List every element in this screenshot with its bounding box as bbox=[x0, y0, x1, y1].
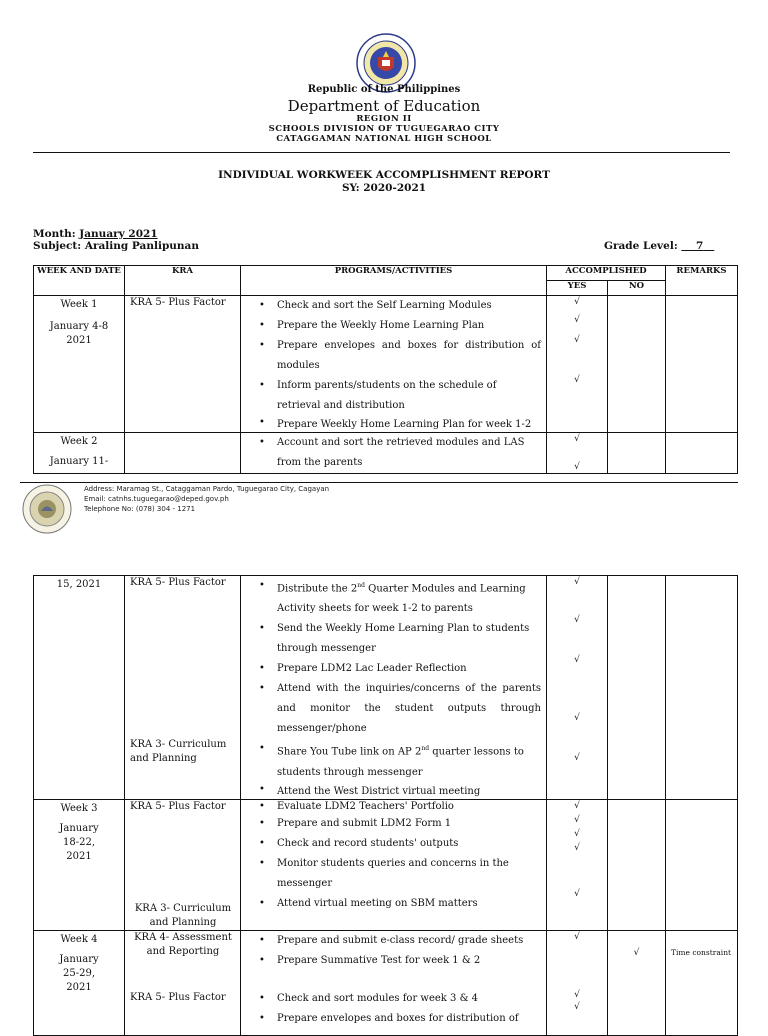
list-item: • Attend with the inquiries/concerns of the parents and monitor the student outputs through messenger/phone bbox=[241, 679, 546, 739]
list-item: • Send the Weekly Home Learning Plan to students through messenger bbox=[241, 619, 546, 659]
week4-no: √ bbox=[608, 930, 666, 1035]
list-item: • Distribute the 2nd Quarter Modules and Learning Activity sheets for week 1-2 to parents bbox=[241, 576, 546, 619]
list-item: • Prepare the Weekly Home Learning Plan bbox=[241, 316, 546, 336]
week2-no bbox=[608, 433, 666, 474]
col-week-date: WEEK AND DATE bbox=[34, 266, 125, 296]
week2-cont-no bbox=[608, 576, 666, 800]
week3-activities bbox=[241, 799, 547, 930]
week2-cont-remarks bbox=[666, 576, 738, 800]
col-programs: PROGRAMS/ACTIVITIES bbox=[241, 266, 547, 296]
list-item: • Prepare LDM2 Lac Leader Reflection bbox=[241, 659, 546, 679]
week1-activities bbox=[241, 296, 547, 433]
week3-yes: √ √ √ √ √ bbox=[547, 799, 608, 930]
school-seal-logo bbox=[22, 484, 72, 534]
week2-cont-activities bbox=[241, 576, 547, 800]
week2-cell: Week 2 January 11- bbox=[34, 433, 125, 474]
footer-address: Address: Maramag St., Cataggaman Pardo, Tuguegarao City, Cagayan bbox=[84, 485, 330, 493]
accomplishment-table-page1 bbox=[33, 265, 738, 474]
week2-activities bbox=[241, 433, 547, 474]
month-label: Month: bbox=[33, 228, 76, 240]
week3-no bbox=[608, 799, 666, 930]
week1-cell: Week 1 January 4-8 2021 bbox=[34, 296, 125, 433]
division-line: SCHOOLS DIVISION OF TUGUEGARAO CITY bbox=[268, 124, 500, 134]
week3-cell: Week 3 January 18-22, 2021 bbox=[34, 799, 125, 930]
subject-row bbox=[33, 240, 199, 252]
list-item: • Attend the West District virtual meeting bbox=[241, 783, 546, 799]
list-item: • Prepare envelopes and boxes for distribution of bbox=[241, 1009, 546, 1029]
col-remarks: REMARKS bbox=[666, 266, 738, 296]
region-line: REGION II bbox=[356, 114, 412, 124]
list-item: • Prepare envelopes and boxes for distribution of modules bbox=[241, 336, 546, 376]
republic-line: Republic of the Philippines bbox=[307, 84, 461, 95]
list-item: • Attend virtual meeting on SBM matters bbox=[241, 894, 546, 914]
list-item: • Account and sort the retrieved modules and LAS from the parents bbox=[241, 433, 546, 473]
department-name: Department of Education bbox=[287, 97, 481, 115]
table-row bbox=[34, 433, 738, 474]
accomplishment-table-page2 bbox=[33, 575, 738, 1036]
list-item: • Check and sort the Self Learning Modules bbox=[241, 296, 546, 316]
month-value: January 2021 bbox=[79, 228, 158, 240]
report-title: INDIVIDUAL WORKWEEK ACCOMPLISHMENT REPORT bbox=[218, 169, 550, 181]
week3-kra-cell: KRA 5- Plus Factor KRA 3- Curriculum and Planning bbox=[125, 799, 241, 930]
list-item: • Prepare Summative Test for week 1 & 2 bbox=[241, 951, 546, 971]
col-no: NO bbox=[608, 281, 666, 296]
subject-label: Subject: bbox=[33, 240, 82, 252]
week1-remarks bbox=[666, 296, 738, 433]
footer-divider bbox=[20, 482, 738, 483]
grade-level bbox=[604, 240, 714, 252]
month-row bbox=[33, 228, 158, 240]
list-item: • Check and sort modules for week 3 & 4 bbox=[241, 989, 546, 1009]
week2-remarks bbox=[666, 433, 738, 474]
week4-kra-cell: KRA 4- Assessment and Reporting KRA 5- Plus Factor bbox=[125, 930, 241, 1035]
footer-email: Email: catnhs.tuguegarao@deped.gov.ph bbox=[84, 495, 229, 503]
list-item: • Prepare and submit LDM2 Form 1 bbox=[241, 814, 546, 834]
week2-kra-cell: KRA 5- Plus Factor KRA 3- Curriculum and Planning bbox=[125, 576, 241, 800]
col-kra: KRA bbox=[125, 266, 241, 296]
list-item: • Share You Tube link on AP 2nd quarter lessons to students through messenger bbox=[241, 739, 546, 782]
week4-yes: √ √ √ bbox=[547, 930, 608, 1035]
list-item: • Inform parents/students on the schedule of retrieval and distribution bbox=[241, 376, 546, 416]
week2-kra-empty bbox=[125, 433, 241, 474]
grade-label: Grade Level: bbox=[604, 240, 678, 252]
table-row bbox=[34, 799, 738, 930]
list-item: • Check and record students' outputs bbox=[241, 834, 546, 854]
table-row bbox=[34, 930, 738, 1035]
school-year: SY: 2020-2021 bbox=[341, 182, 427, 194]
week2-cont-yes: √ √ √ √ √ bbox=[547, 576, 608, 800]
subject-value: Araling Panlipunan bbox=[84, 240, 199, 252]
list-item: • Monitor students queries and concerns in the messenger bbox=[241, 854, 546, 894]
week4-remarks: Time constraint bbox=[666, 930, 738, 1035]
list-item: • Prepare and submit e-class record/ grade sheets bbox=[241, 931, 546, 951]
col-yes: YES bbox=[547, 281, 608, 296]
week1-yes: √ √ √ √ bbox=[547, 296, 608, 433]
col-accomplished: ACCOMPLISHED bbox=[547, 266, 666, 281]
list-item: • Prepare Weekly Home Learning Plan for week 1-2 bbox=[241, 416, 546, 432]
week3-remarks bbox=[666, 799, 738, 930]
grade-value: 7 bbox=[695, 240, 704, 252]
week4-activities bbox=[241, 930, 547, 1035]
week4-cell: Week 4 January 25-29, 2021 bbox=[34, 930, 125, 1035]
week2-yes: √ √ bbox=[547, 433, 608, 474]
week1-no bbox=[608, 296, 666, 433]
week2-cont-date: 15, 2021 bbox=[34, 576, 125, 800]
week1-kra: KRA 5- Plus Factor bbox=[125, 296, 241, 433]
table-row bbox=[34, 576, 738, 800]
table-row bbox=[34, 296, 738, 433]
footer-phone: Telephone No: (078) 304 - 1271 bbox=[84, 505, 196, 513]
school-line: CATAGGAMAN NATIONAL HIGH SCHOOL bbox=[276, 134, 492, 144]
header-divider bbox=[33, 152, 730, 153]
list-item: • Evaluate LDM2 Teachers' Portfolio bbox=[241, 800, 546, 814]
